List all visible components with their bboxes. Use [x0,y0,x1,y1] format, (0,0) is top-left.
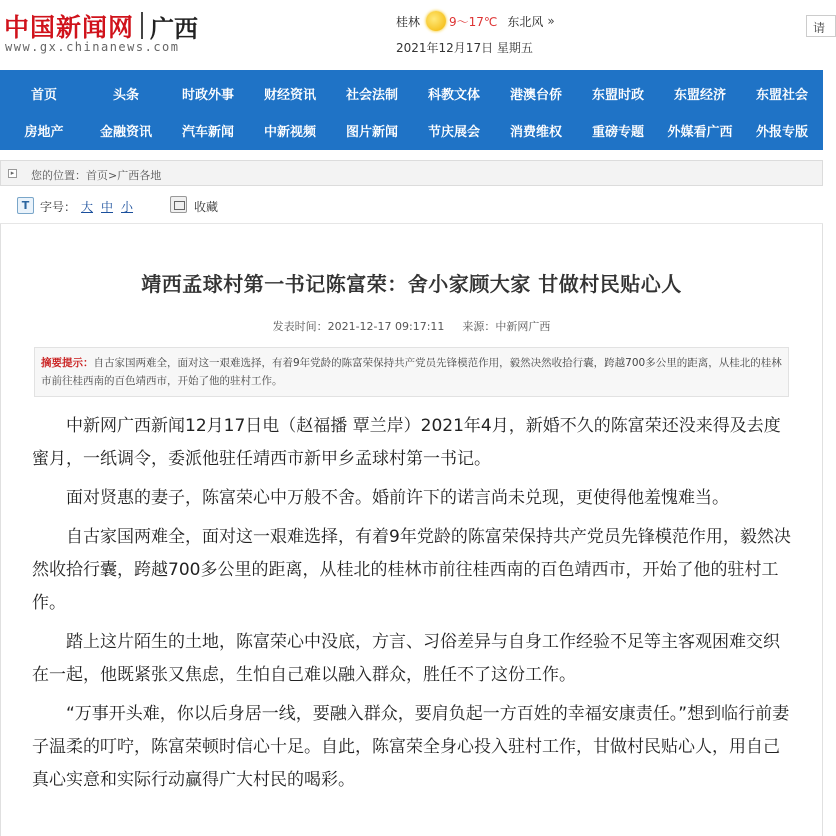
site-region[interactable]: 广西 [150,15,198,43]
font-size-label: 字号： [40,200,77,214]
breadcrumb-bar [0,160,823,186]
nav-row-1 [0,76,823,112]
nav-item[interactable]: 东盟经济 [673,88,726,103]
article-summary [34,347,789,397]
summary-label: 摘要提示： [41,357,94,369]
nav-item[interactable]: 节庆展会 [427,125,480,140]
site-logo[interactable]: 中国新闻网 [4,13,135,42]
article-paragraph: 中新网广西新闻12月17日电（赵福播 覃兰岸）2021年4月，新婚不久的陈富荣还没来得及去度蜜月，一纸调令，委派他驻任靖西市新甲乡孟球村第一书记。 [32,416,781,469]
frame-left [0,224,1,836]
main-nav [0,70,823,150]
location-icon: ▸ [8,169,17,178]
nav-item[interactable]: 金融资讯 [99,125,152,140]
weather-temp: 9～17℃ [449,14,498,29]
breadcrumb[interactable]: 您的位置：首页>广西各地 [31,169,162,182]
nav-item[interactable]: 港澳台侨 [509,88,562,103]
nav-item[interactable]: 重磅专题 [591,125,644,140]
weather-widget [396,10,555,32]
font-size-large[interactable]: 大 [81,200,94,214]
chevron-right-icon[interactable]: » [547,14,555,28]
site-header [0,0,826,70]
nav-item[interactable]: 汽车新闻 [181,125,234,140]
font-size-icon: T [17,197,34,214]
nav-item[interactable]: 财经资讯 [263,88,316,103]
article-body [32,410,792,803]
sun-icon [426,11,446,31]
nav-row-2 [0,113,823,149]
article-paragraph: “万事开头难，你以后身居一线，要融入群众，要肩负起一方百姓的幸福安康责任。”想到临行前妻子温柔的叮咛，陈富荣顿时信心十足。自此，陈富荣全身心投入驻村工作，甘做村民贴心人，用自己真心实意和实际行动赢得广大村民的喝彩。 [32,704,790,790]
summary-text: 自古家国两难全，面对这一艰难选择，有着9年党龄的陈富荣保持共产党员先锋模范作用，毅然决然收拾行囊，跨越700多公里的距离，从桂北的桂林市前往桂西南的百色靖西市，开始了他的驻村工作。 [41,357,782,387]
nav-item[interactable]: 头条 [112,88,139,103]
nav-item[interactable]: 时政外事 [181,88,234,103]
logo-divider [141,12,143,39]
current-date: 2021年12月17日 星期五 [396,41,533,55]
article-paragraph: 自古家国两难全，面对这一艰难选择，有着9年党龄的陈富荣保持共产党员先锋模范作用，毅然决然收拾行囊，跨越700多公里的距离，从桂北的桂林市前往桂西南的百色靖西市，开始了他的驻村工作。 [32,527,791,613]
nav-item[interactable]: 中新视频 [263,125,316,140]
search-box-partial[interactable]: 请 [806,15,836,37]
nav-item[interactable]: 社会法制 [345,88,398,103]
frame-right [822,224,823,836]
nav-item[interactable]: 东盟社会 [755,88,808,103]
nav-item[interactable]: 房地产 [24,125,64,140]
font-size-medium[interactable]: 中 [101,200,114,214]
article-paragraph: 面对贤惠的妻子，陈富荣心中万般不舍。婚前许下的诺言尚未兑现，更使得他羞愧难当。 [66,488,729,508]
weather-wind: 东北风 [507,14,544,29]
nav-item[interactable]: 东盟时政 [591,88,644,103]
nav-item[interactable]: 首页 [30,88,57,103]
weather-city: 桂林 [396,14,421,29]
nav-item[interactable]: 外媒看广西 [667,125,733,140]
nav-item[interactable]: 科教文体 [427,88,480,103]
nav-item[interactable]: 图片新闻 [345,125,398,140]
nav-item[interactable]: 外报专版 [755,125,808,140]
article-meta [0,318,823,334]
site-url: www.gx.chinanews.com [5,40,180,54]
nav-item[interactable]: 消费维权 [509,125,562,140]
favorite-button[interactable]: 收藏 [194,200,219,214]
publish-time: 发表时间：2021-12-17 09:17:11 [272,320,445,333]
favorite-icon[interactable] [170,196,187,213]
font-size-small[interactable]: 小 [121,200,134,214]
article-title: 靖西孟球村第一书记陈富荣：舍小家顾大家 甘做村民贴心人 [141,272,682,296]
article-paragraph: 踏上这片陌生的土地，陈富荣心中没底，方言、习俗差异与自身工作经验不足等主客观困难交织在一起，他既紧张又焦虑，生怕自己难以融入群众，胜任不了这份工作。 [32,632,780,685]
article-source: 来源：中新网广西 [462,320,551,333]
